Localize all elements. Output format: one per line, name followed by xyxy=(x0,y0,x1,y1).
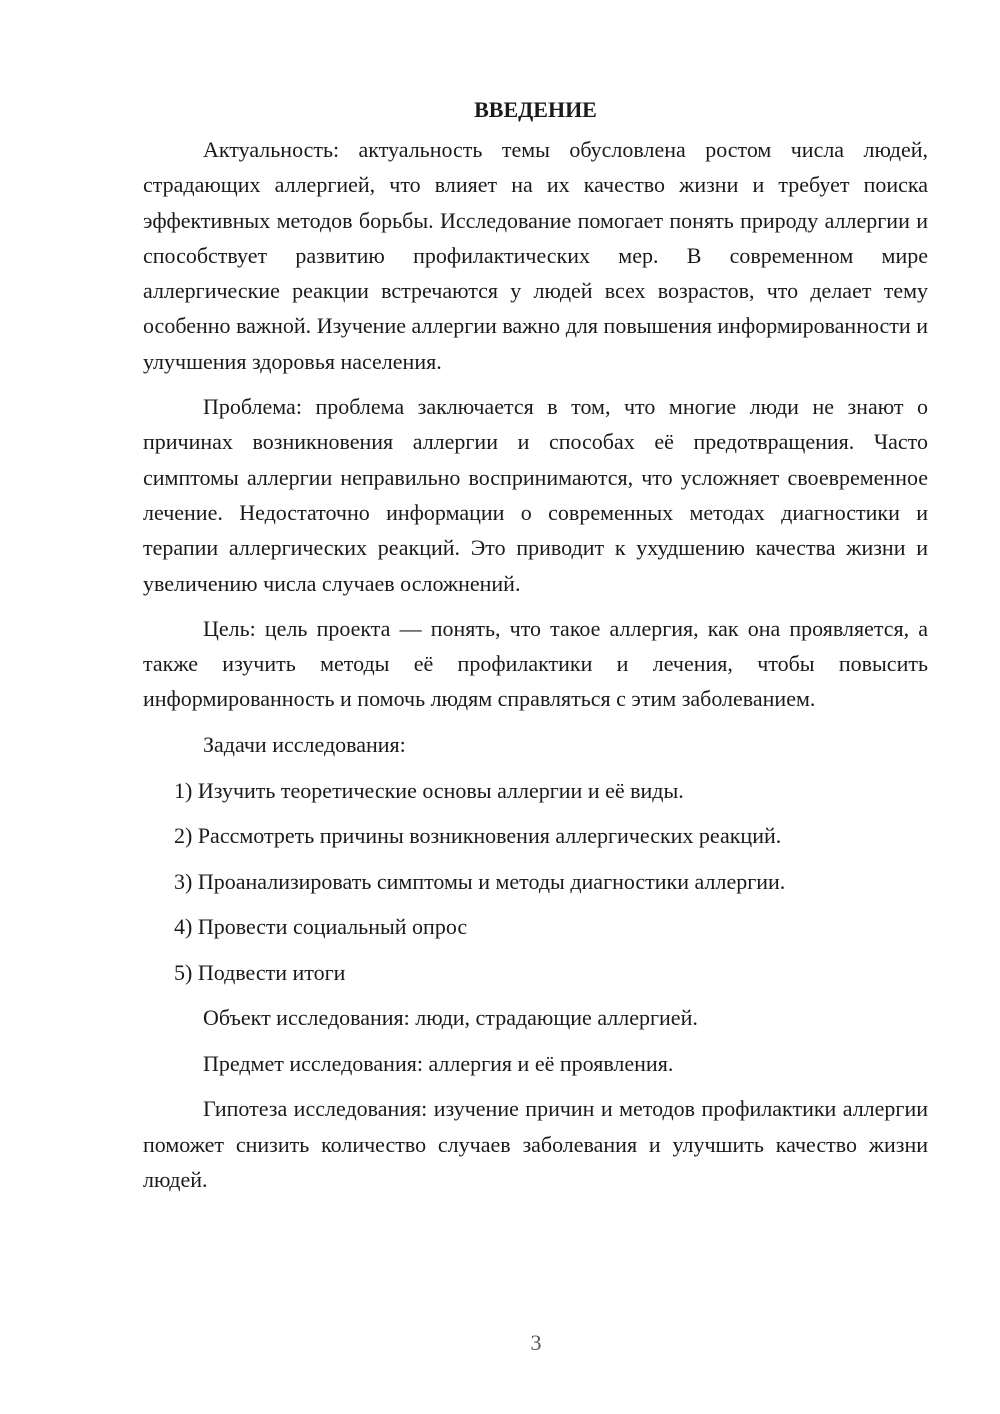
list-item: 2) Рассмотреть причины возникновения аллергических реакций. xyxy=(174,823,782,849)
tasks-heading: Задачи исследования: xyxy=(203,731,406,757)
page-title: ВВЕДЕНИЕ xyxy=(474,97,597,122)
list-item: 1) Изучить теоретические основы аллергии и её виды. xyxy=(174,777,684,803)
document-page xyxy=(143,88,928,1207)
list-item: 5) Подвести итоги xyxy=(174,959,346,985)
research-subject: Предмет исследования: аллергия и её проявления. xyxy=(203,1050,674,1076)
page-number: 3 xyxy=(530,1330,542,1355)
goal-paragraph: Цель: цель проекта — понять, что такое аллергия, как она проявляется, а также изучить методы её профилактики и лечения, чтобы повысить информированность и помочь людям справляться с этим заболеванием. xyxy=(143,615,928,712)
hypothesis-paragraph: Гипотеза исследования: изучение причин и методов профилактики аллергии поможет снизить количество случаев заболевания и улучшить качество жизни людей. xyxy=(143,1096,928,1192)
task-list xyxy=(143,773,928,990)
list-item: 4) Провести социальный опрос xyxy=(174,914,468,940)
problem-paragraph: Проблема: проблема заключается в том, что многие люди не знают о причинах возникновения аллергии и способах её предотвращения. Часто симптомы аллергии неправильно воспринимаются, что усложняет своевременное лечение. Недостаточно информации о современных методах диагностики и терапии аллергических реакций. Это приводит к ухудшению качества жизни и увеличению числа случаев осложнений. xyxy=(143,394,928,596)
research-object: Объект исследования: люди, страдающие аллергией. xyxy=(203,1005,698,1031)
relevance-paragraph: Актуальность: актуальность темы обусловлена ростом числа людей, страдающих аллергией, что влияет на их качество жизни и требует поиска эффективных методов борьбы. Исследование помогает понять природу аллергии и способствует развитию профилактических мер. В современном мире аллергические реакции встречаются у людей всех возрастов, что делает тему особенно важной. Изучение аллергии важно для повышения информированности и улучшения здоровья населения. xyxy=(143,137,928,374)
list-item: 3) Проанализировать симптомы и методы диагностики аллергии. xyxy=(174,868,786,894)
